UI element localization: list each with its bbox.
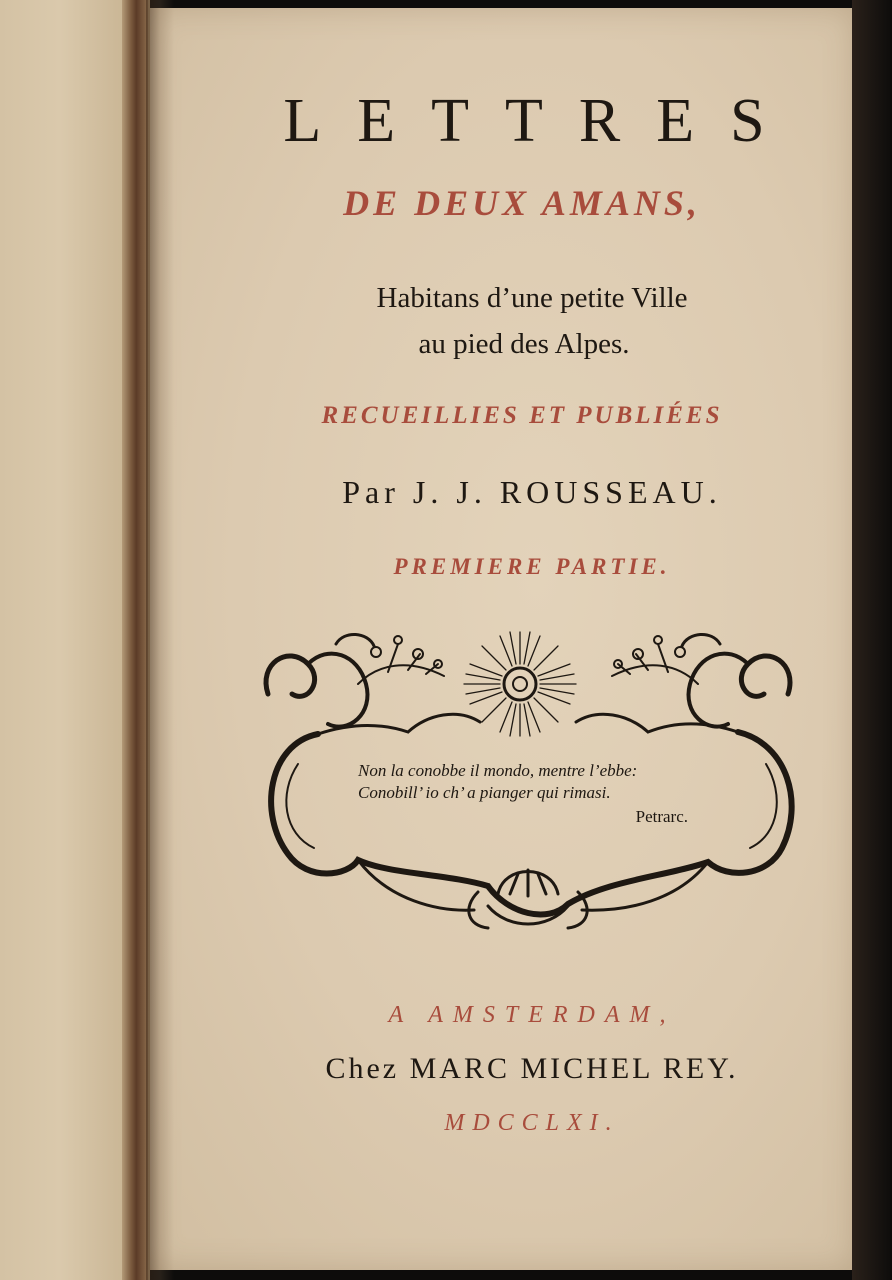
background-edge xyxy=(852,0,892,1280)
epigraph-line-1: Non la conobbe il mondo, mentre l’ebbe: xyxy=(358,761,638,780)
volume-line: PREMIERE PARTIE. xyxy=(393,554,671,579)
gutter-shadow xyxy=(146,0,174,1280)
imprint-publisher: Chez MARC MICHEL REY. xyxy=(325,1052,739,1085)
author-line: Par J. J. ROUSSEAU. xyxy=(342,474,722,510)
epigraph-line-2: Conobill’ io ch’ a pianger qui rimasi. xyxy=(358,783,611,802)
title-page xyxy=(150,8,854,1270)
collected-line: RECUEILLIES ET PUBLIÉES xyxy=(321,402,723,429)
description-line-2: au pied des Alpes. xyxy=(418,328,630,360)
epigraph xyxy=(358,760,718,828)
description-line-1: Habitans d’une petite Ville xyxy=(376,282,688,314)
binding-edge xyxy=(122,0,148,1280)
sunburst-icon xyxy=(464,632,576,736)
epigraph-author: Petrarc. xyxy=(635,807,688,826)
book-title: LETTRES xyxy=(283,87,801,155)
imprint-date: MDCCLXI. xyxy=(444,1110,620,1136)
imprint-place: A AMSTERDAM, xyxy=(388,1002,676,1028)
book-subtitle: DE DEUX AMANS, xyxy=(343,183,701,223)
